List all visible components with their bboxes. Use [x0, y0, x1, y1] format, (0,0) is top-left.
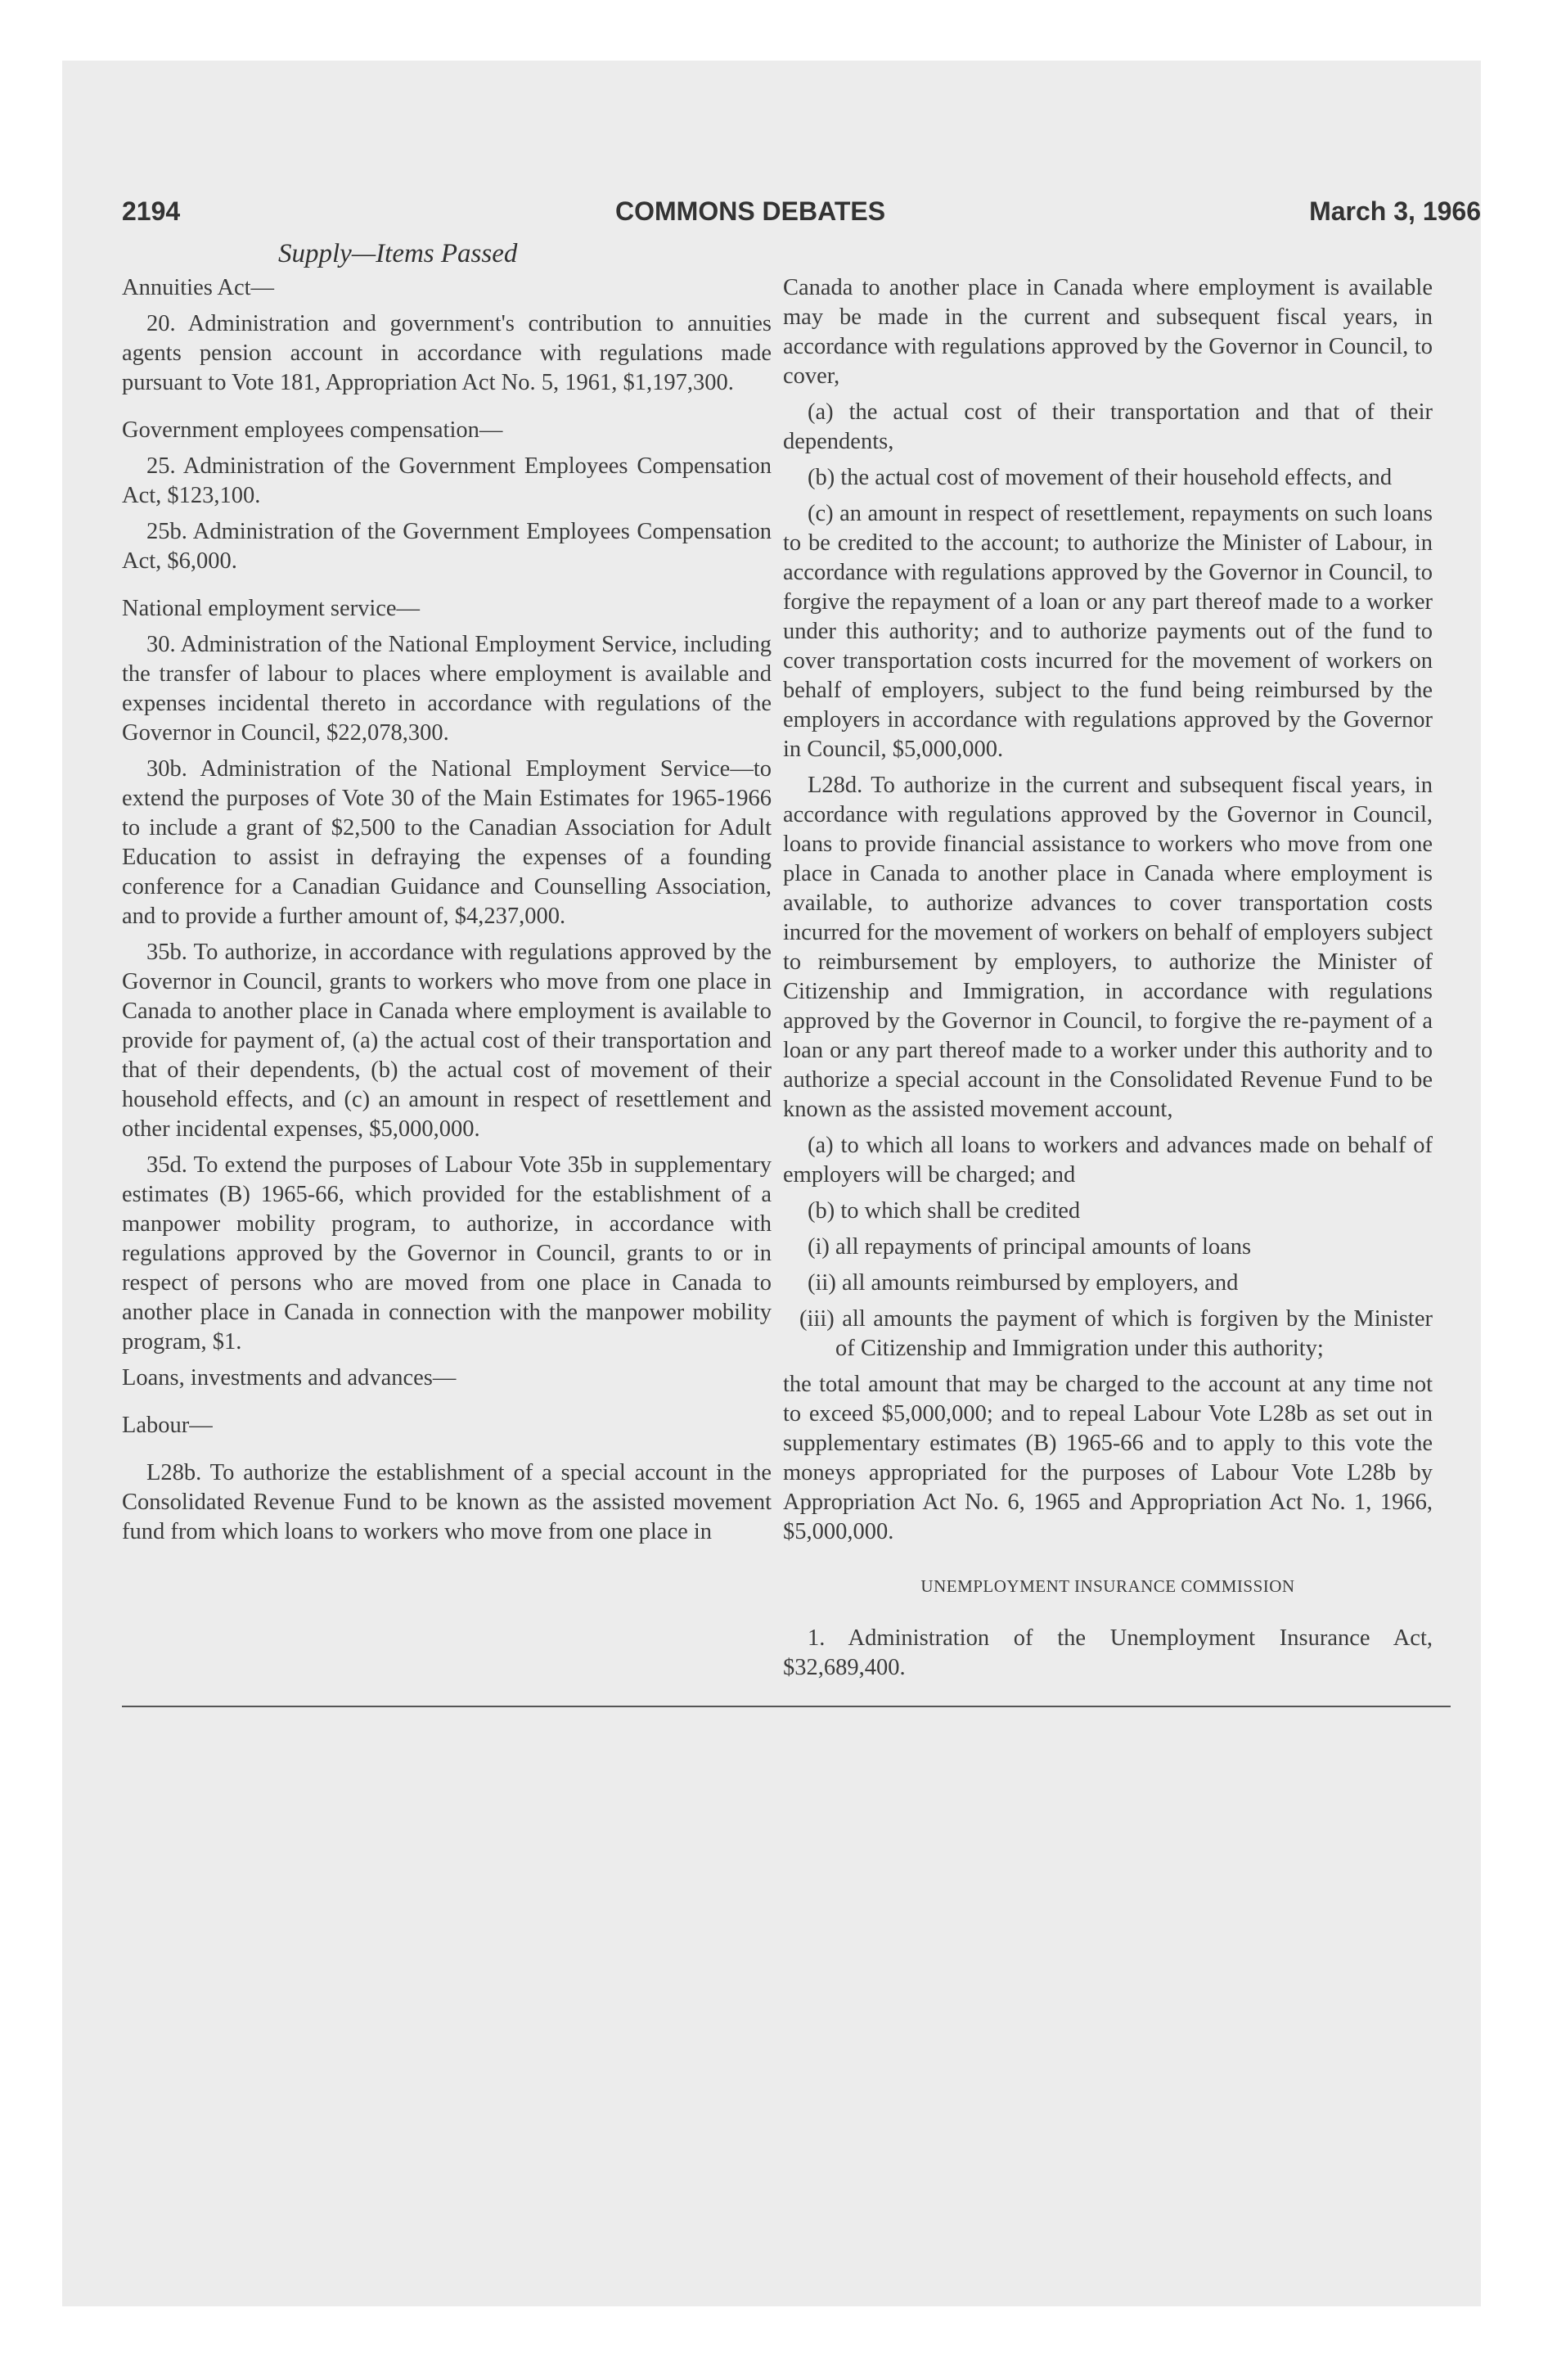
- vote-35d: 35d. To extend the purposes of Labour Vote 35b in supplementary estimates (B) 1965-66, which provided for the establishment of a manpower mobility program, to authorize, in accordance with regulations approved by the Governor in Council, grants to or in respect of persons who are moved from one place in Canada to another place in Canada in connection with the manpower mobility program, $1.: [122, 1152, 772, 1355]
- vote-l28d: L28d. To authorize in the current and subsequent fiscal years, in accordance with regulations approved by the Governor in Council, loans to provide financial assistance to workers who move from one place in Canada to another place in Canada where employment is available, to authorize advances to cover transportation costs incurred for the movement of workers on behalf of employers subject to reimbursement by employers, to authorize the Minister of Citizenship and Immigration, in accordance with regulations approved by the Governor in Council, to forgive the re-payment of a loan or any part thereof made to a worker under this authority and to authorize a special account in the Consolidated Revenue Fund to be known as the assisted movement account,: [783, 773, 1433, 1122]
- clause-a-transportation: (a) the actual cost of their transportation and that of their dependents,: [783, 399, 1433, 454]
- section-subheading: Supply—Items Passed: [278, 239, 518, 268]
- clause-b-credited: (b) to which shall be credited: [808, 1198, 1081, 1224]
- heading-government-employees-compensation: Government employees compensation—: [122, 417, 503, 443]
- left-column: [122, 273, 772, 1553]
- total-amount-paragraph: the total amount that may be charged to the account at any time not to exceed $5,000,000; and to repeal Labour Vote L28b as set out in supplementary estimates (B) 1965-66 and to apply to this vote the moneys appropriated for the purposes of Labour Vote L28b by Appropriation Act No. 6, 1965 and Appropriation Act No. 1, 1966, $5,000,000.: [783, 1372, 1433, 1544]
- vote-25: 25. Administration of the Government Employees Compensation Act, $123,100.: [122, 453, 772, 508]
- vote-20: 20. Administration and government's contribution to annuities agents pension account in accordance with regulations made pursuant to Vote 181, Appropriation Act No. 5, 1961, $1,197,300.: [122, 311, 772, 395]
- right-column: [783, 273, 1433, 1689]
- vote-l28b: L28b. To authorize the establishment of a special account in the Consolidated Revenue Fund to be known as the assisted movement fund from which loans to workers who move from one place in: [122, 1460, 772, 1544]
- heading-annuities-act: Annuities Act—: [122, 275, 275, 300]
- heading-unemployment-insurance-commission: UNEMPLOYMENT INSURANCE COMMISSION: [920, 1576, 1295, 1596]
- vote-35b: 35b. To authorize, in accordance with regulations approved by the Governor in Council, grants to workers who move from one place in Canada to another place in Canada where employment is available to provide for payment of, (a) the actual cost of their transportation and that of their dependents, (b) the actual cost of movement of their household effects, and (c) an amount in respect of resettlement and other incidental expenses, $5,000,000.: [122, 940, 772, 1142]
- clause-b-household-effects: (b) the actual cost of movement of their household effects, and: [808, 465, 1393, 490]
- vote-l28b-continued: Canada to another place in Canada where employment is available may be made in the current and subsequent fiscal years, in accordance with regulations approved by the Governor in Council, to cover,: [783, 275, 1433, 389]
- vote-25b: 25b. Administration of the Government Employees Compensation Act, $6,000.: [122, 519, 772, 574]
- issue-date: March 3, 1966: [1309, 196, 1481, 226]
- vote-30: 30. Administration of the National Employment Service, including the transfer of labour to places where employment is available and expenses incidental thereto in accordance with regulations of the Governor in Council, $22,078,300.: [122, 632, 772, 746]
- page-number: 2194: [122, 196, 181, 226]
- subclause-i: (i) all repayments of principal amounts of loans: [808, 1234, 1252, 1260]
- heading-loans-investments-advances: Loans, investments and advances—: [122, 1365, 457, 1391]
- heading-labour: Labour—: [122, 1413, 213, 1438]
- clause-a-loans-charged: (a) to which all loans to workers and advances made on behalf of employers will be charged; and: [783, 1133, 1433, 1188]
- vote-1-uic: 1. Administration of the Unemployment Insurance Act, $32,689,400.: [783, 1625, 1433, 1680]
- vote-30b: 30b. Administration of the National Employment Service—to extend the purposes of Vote 30 of the Main Estimates for 1965-1966 to include a grant of $2,500 to the Canadian Association for Adult Education to assist in defraying the expenses of a founding conference for a Canadian Guidance and Counselling Association, and to provide a further amount of, $4,237,000.: [122, 756, 772, 929]
- subclause-ii: (ii) all amounts reimbursed by employers, and: [808, 1270, 1239, 1296]
- clause-c-resettlement: (c) an amount in respect of resettlement, repayments on such loans to be credited to the account; to authorize the Minister of Labour, in accordance with regulations approved by the Governor in Council, to forgive the repayment of a loan or any part thereof made to a worker under this authority; and to authorize payments out of the fund to cover transportation costs incurred for the movement of workers on behalf of employers, subject to the fund being reimbursed by the employers in accordance with regulations approved by the Governor in Council, $5,000,000.: [783, 501, 1433, 762]
- subclause-iii: (iii) all amounts the payment of which is forgiven by the Minister of Citizenship and Immigration under this authority;: [799, 1306, 1433, 1361]
- journal-title: COMMONS DEBATES: [615, 196, 886, 226]
- heading-national-employment-service: National employment service—: [122, 596, 421, 621]
- bottom-rule: [122, 1706, 1451, 1707]
